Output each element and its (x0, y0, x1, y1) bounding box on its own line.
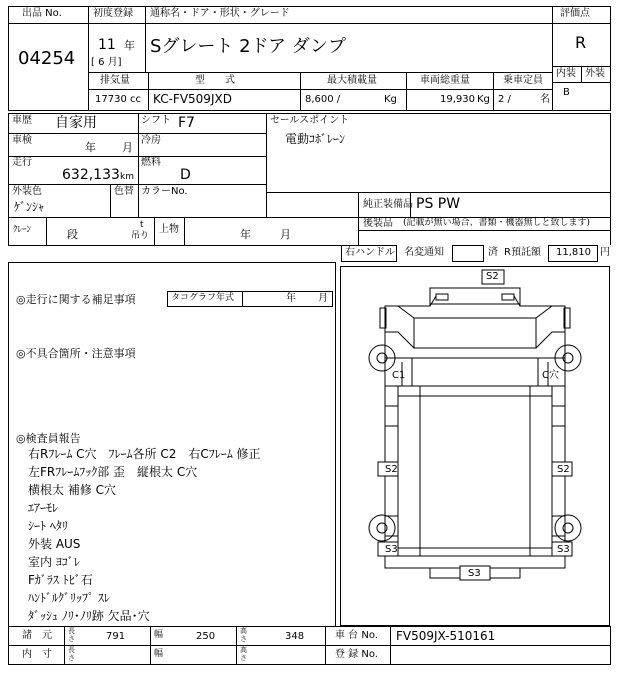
name-change-label: 名変通知 (404, 247, 444, 258)
damage-mark-left-mid: S2 (385, 464, 398, 475)
model-value: KC-FV509JXD (153, 92, 232, 106)
max-load-unit: Kg (384, 94, 397, 105)
crane-lift: 吊り (131, 231, 150, 241)
interior-grade: B (563, 87, 570, 98)
damage-mark-right-rear: S3 (557, 544, 570, 555)
capacity-value: 2 / (498, 94, 511, 105)
equipment-value: PS PW (416, 196, 461, 212)
shift-value: F7 (178, 115, 195, 131)
inspector-report-line: 横根太 補修 C穴 (28, 483, 117, 497)
vehicle-name: Sグレート 2ドア ダンプ (150, 36, 346, 57)
shift-label: シフト (141, 115, 171, 126)
inspector-report-line: 室内 ﾖｺﾞﾚ (28, 555, 80, 569)
gross-weight-unit: Kg (477, 94, 490, 105)
chassis-number: FV509JX-510161 (396, 629, 496, 643)
spec-label: 諸 元 (22, 630, 52, 641)
lift-label: 上物 (159, 224, 179, 235)
recycle-fee-label: R預託額 (504, 247, 541, 258)
first-registration-label: 初度登録 (93, 8, 133, 19)
lift-month: 月 (280, 228, 291, 241)
lot-label: 出品 No. (22, 8, 62, 19)
exterior-grade-label: 外装 (585, 68, 605, 79)
chassis-label: 車 台 No. (335, 630, 378, 641)
sales-point-value: 電動ｺﾎﾞﾚｰﾝ (285, 132, 346, 146)
recycle-status: 済 (488, 247, 498, 258)
damage-mark-right-mid: S2 (557, 464, 570, 475)
color-value: ｹﾞﾝｼｬ (14, 200, 45, 214)
capacity-unit: 名 (540, 94, 550, 105)
aftermarket-note: (記載が無い場合、書類・機器無しと致します) (403, 218, 591, 228)
capacity-label: 乗車定員 (503, 75, 543, 86)
interior-dimension-label: 内 寸 (22, 649, 52, 660)
height-value: 348 (285, 631, 305, 642)
recycle-fee-unit: 円 (600, 247, 610, 258)
crane-ton: t (140, 220, 144, 230)
tachograph-month: 月 (318, 293, 328, 304)
height-label: 高さ (240, 627, 247, 643)
driving-note-heading: ◎走行に関する補足事項 (16, 293, 136, 306)
registration-year-unit: 年 (124, 39, 135, 52)
fuel-value: D (180, 167, 191, 183)
crane-stage: 段 (67, 228, 78, 241)
gross-weight-value: 19,930 (440, 94, 475, 105)
damage-mark-bottom: S3 (468, 568, 481, 579)
grade-label: 評価点 (560, 8, 590, 19)
interior-grade-label: 内装 (556, 68, 576, 79)
steering-position: 右ハンドル (345, 247, 395, 258)
damage-mark-left-rear: S3 (385, 544, 398, 555)
fuel-label: 燃料 (141, 157, 161, 168)
ac-label: 冷房 (141, 135, 161, 146)
damage-mark-left-front: C1 (392, 370, 406, 381)
mileage-label: 走行 (12, 157, 32, 168)
aftermarket-label: 後装品 (363, 218, 393, 229)
history-value: 自家用 (55, 115, 97, 131)
equipment-label: 純正装備品 (363, 199, 413, 210)
color-change-label: 色替 (114, 186, 134, 197)
lot-number: 04254 (18, 48, 76, 69)
damage-mark-top: S2 (486, 271, 499, 282)
length-value: 791 (106, 631, 126, 642)
interior-length-label: 長さ (68, 646, 75, 662)
tachograph-year: 年 (286, 293, 296, 304)
width-value: 250 (196, 631, 216, 642)
registration-number-label: 登 録 No. (335, 649, 378, 660)
max-load-label: 最大積載量 (327, 75, 377, 86)
interior-width-label: 幅 (154, 649, 164, 659)
inspector-report-line: ｴｱｰﾓﾚ (28, 501, 59, 515)
inspector-report-line: ﾀﾞｯｼｭ ﾉﾘ･ﾉﾘ跡 欠品･穴 (28, 609, 150, 623)
inspector-report-line: Fｶﾞﾗｽ ﾄﾋﾞ石 (28, 573, 93, 587)
recycle-fee-value: 11,810 (556, 247, 591, 258)
mileage-value: 632,133 (62, 167, 120, 183)
inspector-report-line: 左FRﾌﾚｰﾑﾌｯｸ部 歪 縦根太 C穴 (28, 465, 198, 479)
crane-label: ｸﾚｰﾝ (13, 225, 32, 235)
model-label: 型 式 (195, 75, 235, 86)
mileage-unit: km (120, 172, 134, 182)
color-label: 外装色 (12, 186, 42, 197)
gross-weight-label: 車両総重量 (420, 75, 470, 86)
tachograph-label: タコグラフ年式 (171, 293, 235, 303)
displacement-unit: cc (130, 94, 141, 105)
inspection-month: 月 (122, 141, 133, 154)
sales-point-label: セールスポイント (270, 115, 350, 126)
inspection-label: 車検 (12, 135, 32, 146)
displacement-value: 17730 (95, 94, 127, 105)
color-number-label: カラーNo. (141, 186, 188, 197)
inspector-report-line: ﾊﾝﾄﾞﾙｸﾞﾘｯﾌﾟ ｽﾚ (28, 591, 110, 605)
registration-month: [ 6 月] (91, 57, 122, 68)
name-change-box (452, 245, 484, 262)
width-label: 幅 (154, 630, 164, 640)
damage-mark-right-front: C穴 (542, 370, 559, 381)
displacement-label: 排気量 (100, 75, 130, 86)
inspector-report-heading: ◎検査員報告 (16, 432, 81, 445)
overall-grade: R (575, 33, 587, 52)
inspector-report-line: ｼｰﾄ ﾍﾀﾘ (28, 519, 68, 533)
inspector-report-line: 右Rﾌﾚｰﾑ C穴 ﾌﾚｰﾑ各所 C2 右Cﾌﾚｰﾑ 修正 (28, 447, 261, 461)
length-label: 長さ (68, 627, 75, 643)
inspector-report-line: 外装 AUS (28, 537, 81, 551)
interior-height-label: 高さ (240, 646, 247, 662)
registration-year: 11 (98, 37, 116, 53)
defects-note-heading: ◎不具合箇所・注意事項 (16, 347, 136, 360)
max-load-value: 8,600 / (305, 94, 341, 105)
inspection-year: 年 (85, 141, 96, 154)
history-label: 車歴 (12, 115, 32, 126)
lift-year: 年 (240, 228, 251, 241)
vehicle-name-label: 通称名・ドア・形状・グレード (150, 8, 290, 19)
